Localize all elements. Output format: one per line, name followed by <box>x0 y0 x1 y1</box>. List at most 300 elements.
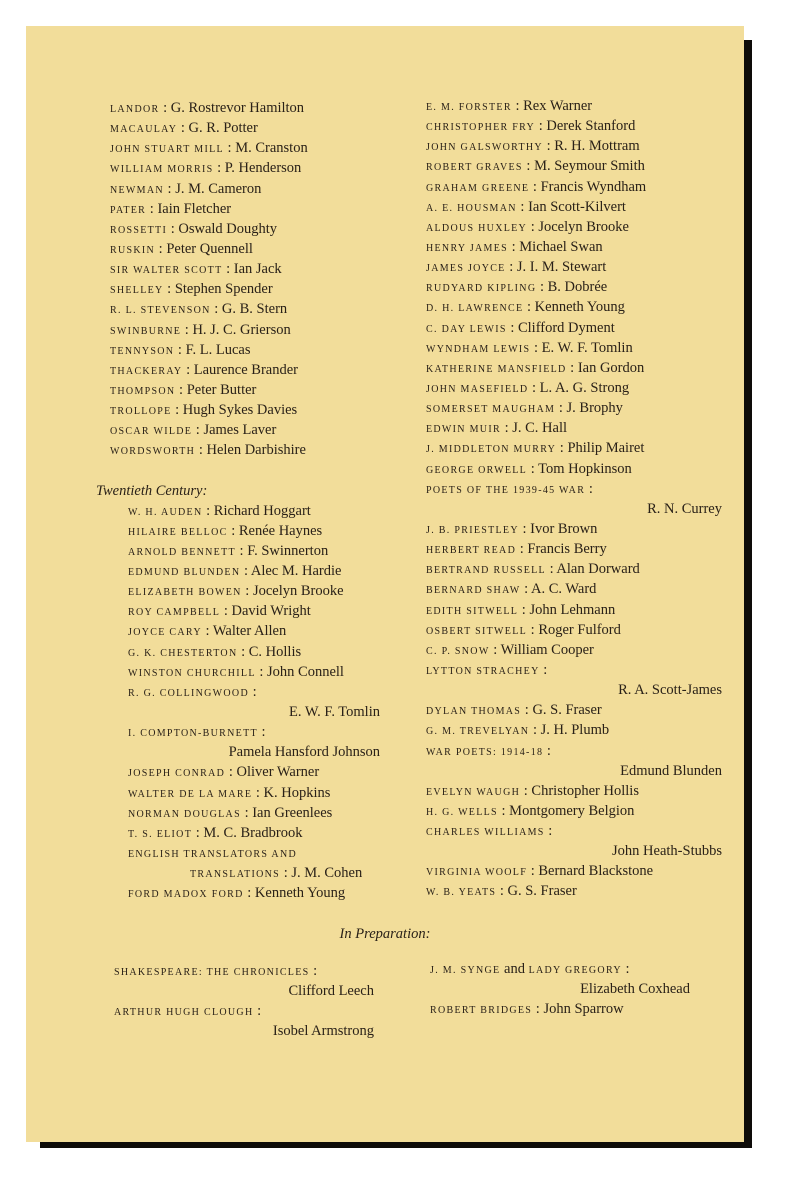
entry-author: David Wright <box>231 603 311 620</box>
entry-subject: TENNYSON <box>110 345 175 357</box>
entry-row <box>110 98 380 118</box>
entry-colon: : <box>508 238 520 255</box>
entry-row <box>110 380 380 400</box>
entry-colon: : <box>489 641 501 658</box>
entry-colon: : <box>253 1003 262 1020</box>
entry-subject: WAR POETS: 1914-18 <box>426 746 544 758</box>
entry-colon: : <box>621 961 630 977</box>
entry-colon: : <box>201 623 213 640</box>
entry-subject: ARNOLD BENNETT <box>128 546 236 558</box>
entry-row <box>114 961 374 981</box>
entry-row <box>430 979 690 999</box>
entry-subject: R. L. STEVENSON <box>110 305 211 317</box>
entry-row <box>426 660 722 680</box>
entry-row <box>426 720 722 740</box>
entry-colon: : <box>521 702 533 719</box>
entry-joiner: and <box>500 961 529 977</box>
entry-author: Michael Swan <box>519 238 603 255</box>
entry-row <box>110 541 380 561</box>
entry-row <box>426 96 722 116</box>
entry-subject: HENRY JAMES <box>426 242 508 254</box>
right-list <box>426 96 722 902</box>
entry-author: M. Seymour Smith <box>534 158 645 175</box>
entry-author: Clifford Leech <box>288 983 374 1000</box>
entry-subject: JOHN GALSWORTHY <box>426 142 543 154</box>
entry-colon: : <box>243 885 255 902</box>
entry-colon: : <box>505 259 517 276</box>
entry-row <box>426 539 722 559</box>
twentieth-century-heading: Twentieth Century: <box>96 482 208 499</box>
entry-row <box>110 803 380 823</box>
entry-colon: : <box>536 279 548 296</box>
entry-colon: : <box>255 663 268 680</box>
entry-author: James Laver <box>203 422 277 439</box>
entry-subject: JOHN MASEFIELD <box>426 383 529 395</box>
preparation-right-column <box>430 959 690 1019</box>
entry-author: H. J. C. Grierson <box>192 321 291 338</box>
entry-row <box>426 519 722 539</box>
book-back-cover <box>26 26 744 1142</box>
entry-subject: VIRGINIA WOOLF <box>426 867 528 879</box>
entry-subject: H. G. WELLS <box>426 806 498 818</box>
entry-subject: LANDOR <box>110 104 160 115</box>
entry-author: Peter Butter <box>186 381 257 398</box>
entry-row <box>110 440 380 460</box>
entry-subject: E. M. FORSTER <box>426 102 512 113</box>
entry-colon: : <box>527 621 539 638</box>
entry-author: Laurence Brander <box>193 361 298 378</box>
entry-subject: JOHN STUART MILL <box>110 144 224 156</box>
entry-author: Pamela Hansford Johnson <box>228 744 380 761</box>
entry-subject: ARTHUR HUGH CLOUGH <box>114 1007 254 1019</box>
entry-colon: : <box>223 140 236 157</box>
entry-row <box>110 259 380 279</box>
entry-colon: : <box>225 764 237 781</box>
preparation-left-column <box>114 961 374 1042</box>
entry-author: Ivor Brown <box>530 520 598 537</box>
entry-subject: WINSTON CHURCHILL <box>128 667 256 679</box>
entry-subject: OSCAR WILDE <box>110 426 193 438</box>
entry-row <box>426 338 722 358</box>
entry-row <box>110 702 380 722</box>
entry-author: Stephen Spender <box>174 281 273 298</box>
entry-author: John Connell <box>267 663 344 680</box>
entry-author: C. Hollis <box>248 643 302 660</box>
entry-colon: : <box>520 782 532 799</box>
entry-author: Derek Stanford <box>546 118 636 135</box>
entry-row <box>426 177 722 197</box>
entry-author: J. Brophy <box>566 400 623 417</box>
entry-author: A. C. Ward <box>531 581 597 598</box>
entry-row <box>426 358 722 378</box>
entry-row <box>426 459 722 479</box>
entry-colon: : <box>192 422 204 439</box>
entry-colon: : <box>511 98 524 114</box>
entry-row <box>110 279 380 299</box>
entry-author: G. Rostrevor Hamilton <box>170 100 305 116</box>
entry-subject: FORD MADOX FORD <box>128 889 244 901</box>
entry-subject: I. COMPTON-BURNETT <box>128 728 258 740</box>
entry-author: Elizabeth Coxhead <box>580 981 690 998</box>
entry-colon: : <box>523 299 535 316</box>
entry-subject: ROBERT GRAVES <box>426 162 523 174</box>
entry-colon: : <box>542 138 555 155</box>
entry-colon: : <box>496 883 508 900</box>
entry-author: Kenneth Young <box>534 299 625 316</box>
entry-colon: : <box>518 520 531 537</box>
entry-row <box>110 662 380 682</box>
entry-subject: PATER <box>110 204 147 216</box>
entry-subject: J. MIDDLETON MURRY <box>426 444 557 456</box>
entry-author: Iain Fletcher <box>157 200 232 217</box>
entry-colon: : <box>539 661 548 678</box>
entry-colon: : <box>222 261 234 278</box>
entry-author: F. Swinnerton <box>247 542 329 559</box>
entry-subject: EDMUND BLUNDEN <box>128 566 241 578</box>
entry-row <box>426 479 722 499</box>
entry-colon: : <box>155 240 167 257</box>
entry-author: Walter Allen <box>212 623 287 640</box>
entry-row <box>110 360 380 380</box>
entry-subject: BERTRAND RUSSELL <box>426 565 546 577</box>
entry-colon: : <box>543 742 551 759</box>
entry-author: J. I. M. Stewart <box>516 259 607 276</box>
entry-subject: NEWMAN <box>110 184 164 196</box>
entry-subject: THACKERAY <box>110 365 183 377</box>
entry-row <box>110 400 380 420</box>
entry-colon: : <box>529 178 541 195</box>
entry-author: Tom Hopkinson <box>538 460 632 477</box>
entry-row <box>426 277 722 297</box>
entry-author: Bernard Blackstone <box>538 863 654 880</box>
entry-colon: : <box>309 963 318 979</box>
entry-row <box>110 621 380 641</box>
preparation-left-list <box>114 961 374 1042</box>
entry-colon: : <box>171 402 183 419</box>
entry-row <box>110 682 380 702</box>
preparation-right-list <box>430 959 690 1019</box>
entry-row <box>426 136 722 156</box>
entry-colon: : <box>240 804 253 821</box>
entry-author: G. S. Fraser <box>532 702 602 719</box>
entry-author: Edmund Blunden <box>620 762 722 779</box>
entry-author: R. N. Currey <box>647 500 722 517</box>
entry-subject: EDITH SITWELL <box>426 605 519 617</box>
entry-row <box>426 418 722 438</box>
entry-colon: : <box>237 643 249 660</box>
entry-author: J. C. Hall <box>512 420 567 437</box>
entry-row <box>110 863 380 883</box>
entry-colon: : <box>532 1001 544 1018</box>
entry-subject: RUDYARD KIPLING <box>426 283 537 295</box>
entry-subject: LYTTON STRACHEY <box>426 665 540 677</box>
entry-row <box>426 197 722 217</box>
entry-subject: G. K. CHESTERTON <box>128 647 238 659</box>
entry-author: E. W. F. Tomlin <box>288 703 380 720</box>
entry-author: B. Dobrée <box>547 279 608 296</box>
entry-subject: CHRISTOPHER FRY <box>426 122 536 134</box>
entry-author: R. A. Scott-James <box>618 682 722 699</box>
entry-colon: : <box>220 603 232 620</box>
entry-author: Isobel Armstrong <box>272 1023 374 1040</box>
entry-row <box>114 981 374 1001</box>
entry-colon: : <box>167 220 179 237</box>
entry-author: R. H. Mottram <box>554 138 640 155</box>
entry-author: Montgomery Belgion <box>509 802 635 819</box>
entry-subject: ROBERT BRIDGES <box>430 1005 533 1017</box>
entry-row <box>110 521 380 541</box>
entry-author: Oswald Doughty <box>178 220 278 237</box>
entry-row <box>110 158 380 178</box>
entry-colon: : <box>192 824 204 841</box>
entry-subject: ROSSETTI <box>110 224 168 236</box>
entry-colon: : <box>516 541 528 558</box>
entry-subject: OSBERT SITWELL <box>426 625 528 637</box>
entry-author: Ian Scott-Kilvert <box>528 198 626 215</box>
entry-row <box>426 821 722 841</box>
entry-colon: : <box>500 420 513 437</box>
entry-row <box>426 801 722 821</box>
entry-row <box>110 199 380 219</box>
entry-subject: DYLAN THOMAS <box>426 706 522 718</box>
entry-colon: : <box>528 379 540 396</box>
entry-subject: CHARLES WILLIAMS <box>426 827 545 839</box>
entry-row <box>110 561 380 581</box>
entry-subject: JOYCE CARY <box>128 627 202 639</box>
entry-colon: : <box>555 400 567 417</box>
entry-row <box>114 1021 374 1041</box>
entry-colon: : <box>497 802 510 819</box>
entry-subject: WYNDHAM LEWIS <box>426 343 531 355</box>
entry-colon: : <box>529 722 541 739</box>
entry-subject: SHELLEY <box>110 285 164 297</box>
entry-subject: ELIZABETH BOWEN <box>128 587 242 599</box>
entry-subject: J. M. SYNGE <box>430 965 501 976</box>
entry-row <box>110 299 380 319</box>
entry-subject: HERBERT READ <box>426 545 517 557</box>
entry-row <box>110 762 380 782</box>
entry-row <box>110 742 380 762</box>
entry-colon: : <box>177 120 189 137</box>
entry-author: Ian Gordon <box>577 359 645 376</box>
entry-row <box>426 318 722 338</box>
entry-subject: JOSEPH CONRAD <box>128 768 226 780</box>
entry-author: J. M. Cameron <box>175 180 262 197</box>
entry-row <box>426 761 722 781</box>
entry-author: Renée Haynes <box>238 522 323 539</box>
entry-subject: G. M. TREVELYAN <box>426 726 530 738</box>
entry-colon: : <box>535 118 547 135</box>
entry-row <box>110 722 380 742</box>
entry-author: Ian Greenlees <box>252 804 333 821</box>
entry-subject: GEORGE ORWELL <box>426 464 528 476</box>
entry-subject: SWINBURNE <box>110 325 182 337</box>
entry-row <box>426 600 722 620</box>
entry-author: E. W. F. Tomlin <box>541 339 633 356</box>
entry-row <box>426 841 722 861</box>
in-preparation-heading: In Preparation: <box>339 926 431 942</box>
entry-author: Oliver Warner <box>236 764 320 781</box>
entry-row <box>426 217 722 237</box>
entry-row <box>426 116 722 136</box>
entry-row <box>110 581 380 601</box>
entry-colon: : <box>159 100 171 116</box>
entry-colon: : <box>506 319 518 336</box>
entry-colon: : <box>522 158 535 175</box>
entry-subject: TRANSLATIONS <box>190 869 281 881</box>
entry-row <box>110 340 380 360</box>
entry-subject: A. E. HOUSMAN <box>426 202 517 214</box>
entry-colon: : <box>530 339 542 356</box>
entry-row <box>110 118 380 138</box>
entry-row <box>430 999 690 1019</box>
entry-row <box>426 620 722 640</box>
entry-colon: : <box>527 460 539 477</box>
entry-row <box>426 881 722 901</box>
entry-colon: : <box>545 561 557 578</box>
entry-colon: : <box>527 863 539 880</box>
entry-author: M. C. Bradbrook <box>203 824 303 841</box>
right-column <box>426 96 722 902</box>
entry-subject: EVELYN WAUGH <box>426 786 521 798</box>
entry-author: Jocelyn Brooke <box>252 583 344 600</box>
entry-colon: : <box>257 724 266 741</box>
entry-row <box>426 257 722 277</box>
entry-subject: C. DAY LEWIS <box>426 323 507 335</box>
entry-author: Philip Mairet <box>567 440 645 457</box>
entry-colon: : <box>544 823 553 840</box>
entry-row <box>110 843 380 863</box>
entry-colon: : <box>210 301 222 318</box>
entry-colon: : <box>240 562 251 579</box>
entry-author: Ian Jack <box>233 261 282 278</box>
entry-subject: BERNARD SHAW <box>426 585 521 597</box>
entry-colon: : <box>163 281 175 298</box>
entry-author: Richard Hoggart <box>213 502 311 519</box>
entry-colon: : <box>527 218 539 235</box>
entry-subject: TROLLOPE <box>110 406 172 418</box>
entry-colon: : <box>280 865 292 882</box>
entry-subject: ALDOUS HUXLEY <box>426 222 528 234</box>
entry-row <box>110 320 380 340</box>
entry-subject: GRAHAM GREENE <box>426 182 530 194</box>
entry-colon: : <box>195 442 207 459</box>
entry-author: Alec M. Hardie <box>250 562 342 579</box>
entry-subject: W. H. AUDEN <box>128 506 203 518</box>
entry-subject: ENGLISH TRANSLATORS AND <box>128 848 297 860</box>
entry-row <box>110 642 380 662</box>
entry-row <box>426 741 722 761</box>
entry-row <box>110 501 380 521</box>
entry-subject: WILLIAM MORRIS <box>110 164 214 176</box>
entry-subject: T. S. ELIOT <box>128 828 193 840</box>
entry-row <box>426 297 722 317</box>
entry-row <box>426 559 722 579</box>
entry-author: G. B. Stern <box>221 301 288 318</box>
entry-colon: : <box>182 361 194 378</box>
left-column <box>96 98 380 903</box>
entry-colon: : <box>520 581 532 598</box>
entry-author: Clifford Dyment <box>517 319 615 336</box>
entry-row <box>110 420 380 440</box>
entry-colon: : <box>146 200 158 217</box>
entry-row <box>426 237 722 257</box>
entry-row <box>426 398 722 418</box>
entry-author: Hugh Sykes Davies <box>182 402 298 419</box>
entry-subject-second: LADY GREGORY <box>528 965 622 976</box>
entry-row <box>426 700 722 720</box>
entry-colon: : <box>227 522 239 539</box>
entry-colon: : <box>213 160 225 177</box>
entry-author: J. H. Plumb <box>540 722 610 739</box>
entry-colon: : <box>241 583 253 600</box>
entry-row <box>426 680 722 700</box>
entry-subject: MACAULAY <box>110 124 178 136</box>
entry-colon: : <box>585 480 593 497</box>
entry-colon: : <box>516 198 529 215</box>
entry-subject: R. G. COLLINGWOOD <box>128 687 249 699</box>
entry-author: John Lehmann <box>529 601 616 618</box>
entry-author: J. M. Cohen <box>291 865 363 882</box>
left-list <box>110 98 380 461</box>
entry-author: Kenneth Young <box>254 885 346 902</box>
entry-subject: WORDSWORTH <box>110 446 196 458</box>
entry-colon: : <box>174 341 186 358</box>
entry-colon: : <box>556 440 568 457</box>
entry-author: K. Hopkins <box>263 784 331 801</box>
entry-subject: WALTER DE LA MARE <box>128 788 253 800</box>
entry-row <box>426 861 722 881</box>
entry-subject: EDWIN MUIR <box>426 424 501 436</box>
entry-row <box>110 179 380 199</box>
entry-subject: SHAKESPEARE: THE CHRONICLES <box>114 967 310 978</box>
entry-author: G. R. Potter <box>188 120 258 137</box>
entry-subject: W. B. YEATS <box>426 887 497 899</box>
entry-subject: NORMAN DOUGLAS <box>128 808 241 820</box>
entry-row <box>426 781 722 801</box>
entry-row <box>426 579 722 599</box>
entry-author: Christopher Hollis <box>531 782 639 799</box>
entry-author: Francis Wyndham <box>540 178 647 195</box>
entry-author: Helen Darbishire <box>206 442 306 459</box>
entry-colon: : <box>181 321 193 338</box>
entry-author: Alan Dorward <box>556 561 640 578</box>
entry-author: F. L. Lucas <box>185 341 251 358</box>
entry-colon: : <box>163 180 176 197</box>
entry-author: P. Henderson <box>224 160 302 177</box>
entry-subject: THOMPSON <box>110 385 176 397</box>
entry-row <box>426 156 722 176</box>
entry-row <box>426 640 722 660</box>
entry-colon: : <box>248 683 257 700</box>
entry-row <box>110 138 380 158</box>
entry-author: Francis Berry <box>527 541 607 558</box>
entry-subject: C. P. SNOW <box>426 645 490 657</box>
entry-author: Rex Warner <box>523 98 593 114</box>
twentieth-century-list <box>110 501 380 904</box>
entry-row <box>426 378 722 398</box>
entry-subject: SOMERSET MAUGHAM <box>426 404 556 416</box>
entry-row <box>110 219 380 239</box>
entry-row <box>426 438 722 458</box>
entry-row <box>110 239 380 259</box>
entry-row <box>114 1001 374 1021</box>
entry-author: John Heath-Stubbs <box>612 843 722 860</box>
entry-colon: : <box>566 359 578 376</box>
entry-colon: : <box>175 381 187 398</box>
entry-subject: RUSKIN <box>110 244 156 256</box>
entry-subject: JAMES JOYCE <box>426 263 506 275</box>
